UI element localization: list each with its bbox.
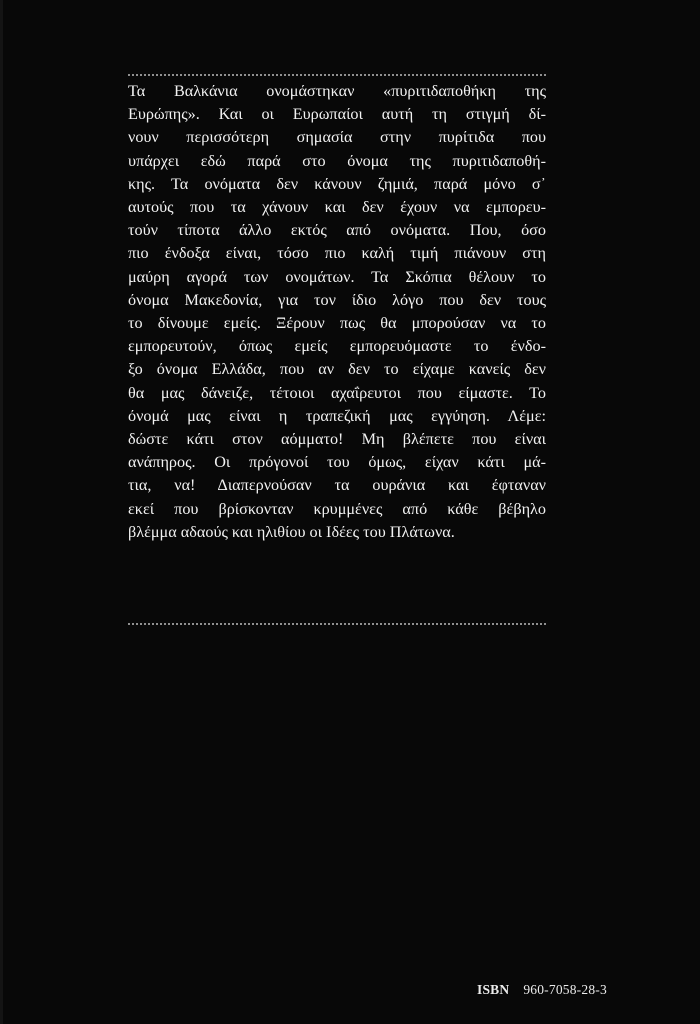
blurb-line: θα μας δάνειζε, τέτοιοι αχαΐρευτοι που είμαστε. Το [128, 383, 546, 402]
blurb-line: τια, να! Διαπερνούσαν τα ουράνια και έφταναν [128, 476, 546, 495]
blurb-line: υπάρχει εδώ παρά στο όνομα της πυριτιδαποθή- [128, 151, 546, 170]
blurb-line: πιο ένδοξα είναι, τόσο πιο καλή τιμή πιάνουν στη [128, 244, 546, 263]
blurb-line: Ευρώπης». Και οι Ευρωπαίοι αυτή τη στιγμή δί- [128, 105, 546, 124]
blurb-line: εμπορευτούν, όπως εμείς εμπορευόμαστε το ένδο- [128, 337, 546, 356]
blurb-line: δώστε κάτι στον αόμματο! Μη βλέπετε που είναι [128, 430, 546, 449]
blurb-line: όνομα Μακεδονία, για τον ίδιο λόγο που δεν τους [128, 290, 546, 309]
blurb-line: Τα Βαλκάνια ονομάστηκαν «πυριτιδαποθήκη της [128, 82, 546, 100]
blurb-line: ανάπηρος. Οι πρόγονοί του όμως, είχαν κάτι μά- [128, 453, 546, 472]
blurb-line: βλέμμα αδαούς και ηλιθίου οι Ιδέες του Πλάτωνα. [128, 522, 455, 541]
blurb-line: κης. Τα ονόματα δεν κάνουν ζημιά, παρά μόνο σ᾽ [128, 174, 546, 193]
blurb-line: μαύρη αγορά των ονομάτων. Τα Σκόπια θέλουν το [128, 267, 546, 286]
blurb-line: το δίνουμε εμείς. Ξέρουν πως θα μπορούσαν να το [128, 314, 546, 333]
dotted-rule-top [128, 74, 546, 76]
blurb-line: ξο όνομα Ελλάδα, που αν δεν το είχαμε κανείς δεν [128, 360, 546, 379]
blurb-line: νουν περισσότερη σημασία στην πυρίτιδα που [128, 128, 546, 147]
isbn-label: ISBN [477, 982, 510, 997]
isbn [477, 982, 607, 998]
blurb-text [128, 80, 546, 544]
blurb-line: όνομά μας είναι η τραπεζική μας εγγύηση. Λέμε: [128, 406, 546, 425]
cover-edge [0, 0, 3, 1024]
dotted-rule-bottom [128, 623, 546, 625]
blurb-line: εκεί που βρίσκονταν κρυμμένες από κάθε βέβηλο [128, 499, 546, 518]
blurb-line: αυτούς που τα χάνουν και δεν έχουν να εμπορευ- [128, 198, 546, 217]
blurb-line: τούν τίποτα άλλο εκτός από ονόματα. Που, όσο [128, 221, 546, 240]
isbn-number: 960-7058-28-3 [523, 982, 607, 997]
